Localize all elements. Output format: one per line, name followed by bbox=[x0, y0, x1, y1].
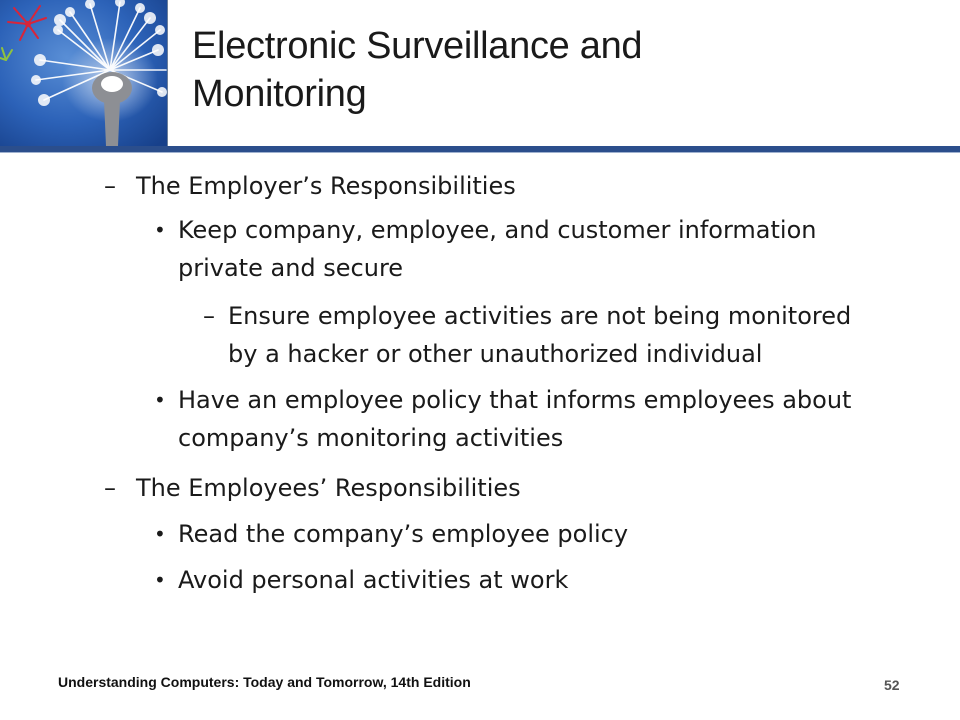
bullet-marker: • bbox=[154, 568, 166, 592]
employer-sub-1-line-1: Ensure employee activities are not being monitored bbox=[228, 302, 852, 330]
employer-sub-1-line-2: by a hacker or other unauthorized individual bbox=[228, 340, 763, 368]
page-number: 52 bbox=[884, 677, 900, 693]
employer-bullet-2-line-2: company’s monitoring activities bbox=[178, 424, 564, 452]
dash-marker: – bbox=[104, 172, 116, 200]
employer-bullet-1-line-1: Keep company, employee, and customer information bbox=[178, 216, 817, 244]
title-line-1: Electronic Surveillance and bbox=[192, 25, 643, 67]
bullet-marker: • bbox=[154, 218, 166, 242]
employees-bullet-2: Avoid personal activities at work bbox=[178, 566, 569, 594]
employer-bullet-2-line-1: Have an employee policy that informs employees about bbox=[178, 386, 852, 414]
employees-bullet-1: Read the company’s employee policy bbox=[178, 520, 629, 548]
employer-bullet-1-line-2: private and secure bbox=[178, 254, 404, 282]
bullet-marker: • bbox=[154, 388, 166, 412]
employer-heading: The Employer’s Responsibilities bbox=[136, 172, 516, 200]
footer-book-title: Understanding Computers: Today and Tomorrow, 14th Edition bbox=[58, 674, 471, 690]
employees-heading: The Employees’ Responsibilities bbox=[136, 474, 521, 502]
title-line-2: Monitoring bbox=[192, 73, 367, 115]
dash-marker: – bbox=[104, 474, 116, 502]
dash-marker: – bbox=[203, 302, 215, 330]
bullet-marker: • bbox=[154, 522, 166, 546]
